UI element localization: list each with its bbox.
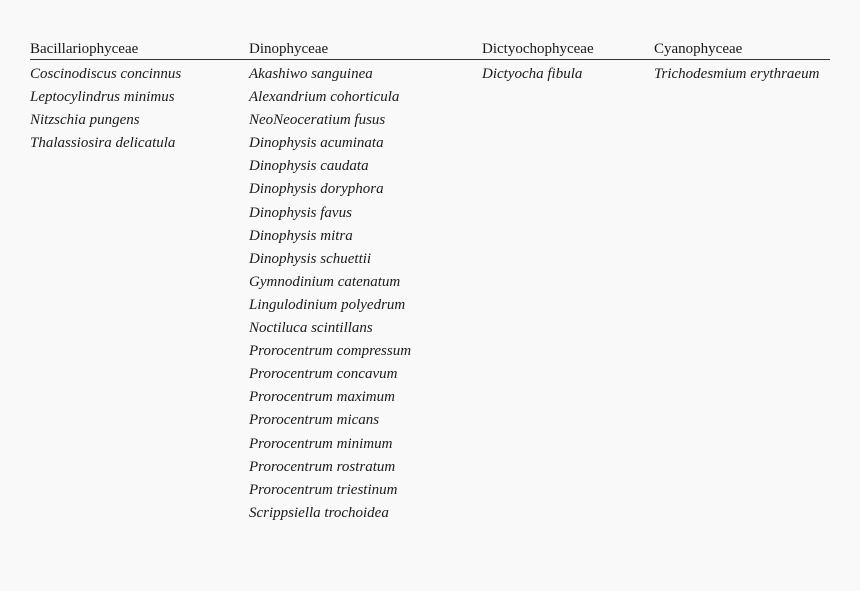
header-bacillariophyceae: Bacillariophyceae — [30, 41, 139, 57]
species-cell: Nitzschia pungens — [30, 112, 140, 129]
species-cell: Dictyocha fibula — [482, 66, 583, 82]
species-cell: Prorocentrum concavum — [249, 366, 398, 383]
species-cell: Dinophysis schuettii — [249, 250, 372, 267]
species-cell: Trichodesmium erythraeum — [654, 66, 820, 82]
species-cell: Prorocentrum rostratum — [249, 458, 396, 475]
species-cell: Dinophysis mitra — [249, 227, 353, 244]
header-dinophyceae: Dinophyceae — [249, 41, 329, 57]
species-table — [30, 39, 830, 521]
column-bacillariophyceae — [30, 63, 181, 155]
species-cell: Alexandrium cohorticula — [249, 89, 400, 106]
species-cell: Prorocentrum minimum — [249, 435, 393, 452]
column-dictyochophyceae — [482, 63, 582, 86]
species-cell: Scrippsiella trochoidea — [249, 504, 389, 521]
species-cell: Prorocentrum triestinum — [249, 481, 398, 498]
species-cell: Dinophysis caudata — [249, 158, 369, 175]
species-cell: Dinophysis acuminata — [249, 135, 384, 152]
species-cell: Akashiwo sanguinea — [249, 66, 373, 82]
species-cell: Coscinodiscus concinnus — [30, 66, 182, 82]
header-cyanophyceae: Cyanophyceae — [654, 41, 743, 57]
species-cell: Lingulodinium polyedrum — [249, 296, 406, 313]
species-cell: Gymnodinium catenatum — [249, 273, 401, 290]
species-cell: NeoNeoceratium fusus — [249, 112, 386, 129]
header-dictyochophyceae: Dictyochophyceae — [482, 41, 594, 57]
column-dinophyceae — [249, 63, 411, 525]
species-cell: Prorocentrum micans — [249, 412, 380, 429]
species-cell: Leptocylindrus minimus — [30, 89, 175, 106]
species-cell: Prorocentrum maximum — [249, 389, 395, 406]
table-body — [30, 60, 830, 521]
species-cell: Dinophysis favus — [249, 204, 352, 221]
species-cell: Dinophysis doryphora — [249, 181, 384, 198]
species-cell: Prorocentrum compressum — [249, 343, 412, 360]
species-cell: Noctiluca scintillans — [249, 320, 373, 337]
column-cyanophyceae — [654, 63, 819, 86]
species-cell: Thalassiosira delicatula — [30, 135, 176, 152]
table-header-row — [30, 39, 830, 60]
